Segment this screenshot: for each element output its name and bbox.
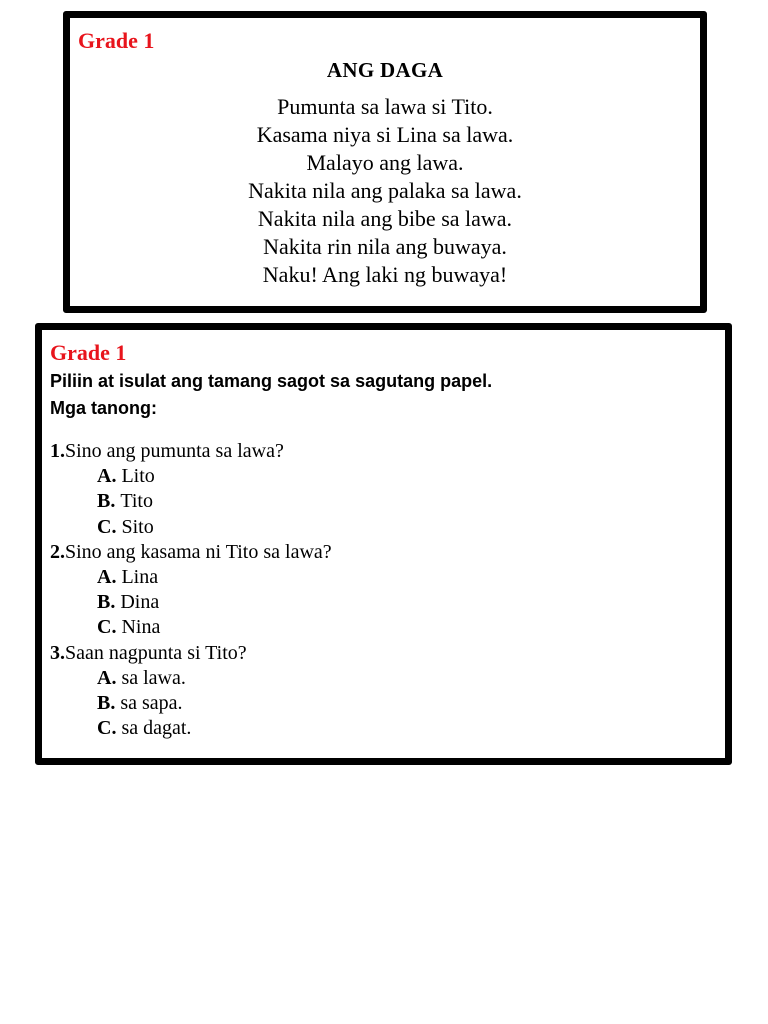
choice-text: sa sapa. [120, 692, 183, 715]
question-number: 1. [50, 440, 65, 462]
choice-letter: A. [97, 666, 117, 689]
choice-letter: A. [97, 566, 117, 589]
question-number: 2. [50, 540, 65, 563]
quiz-card [35, 323, 732, 765]
choice-list [50, 666, 332, 742]
choice-letter: A. [97, 465, 117, 488]
choice-letter: C. [97, 616, 117, 639]
choice-option [97, 489, 332, 514]
choice-option [97, 666, 332, 691]
choice-list [50, 464, 332, 540]
choice-letter: B. [97, 490, 116, 513]
story-text [70, 93, 700, 289]
question-number: 3. [50, 641, 65, 664]
quiz-grade-label: Grade 1 [50, 340, 127, 365]
choice-text: Tito [120, 490, 153, 513]
question-text: Sino ang pumunta sa lawa? [65, 440, 284, 462]
story-grade-label: Grade 1 [78, 28, 155, 53]
choice-text: sa dagat. [121, 717, 192, 740]
choice-letter: B. [97, 692, 116, 715]
choice-option [97, 565, 332, 590]
question-list [50, 439, 332, 741]
choice-option [97, 590, 332, 615]
question-prompt [50, 439, 332, 464]
choice-text: Dina [120, 591, 160, 614]
question-prompt [50, 540, 332, 565]
choice-option [97, 615, 332, 640]
choice-text: Lito [121, 465, 155, 488]
questions-heading: Mga tanong: [50, 398, 157, 418]
choice-text: Sito [121, 515, 154, 538]
choice-option [97, 464, 332, 489]
choice-letter: C. [97, 717, 117, 740]
question-item [50, 540, 332, 641]
story-card [63, 11, 707, 313]
question-item [50, 439, 332, 540]
question-text: Saan nagpunta si Tito? [65, 641, 247, 664]
choice-list [50, 565, 332, 641]
choice-letter: B. [97, 591, 116, 614]
question-item [50, 641, 332, 742]
choice-text: Lina [121, 566, 159, 589]
story-line: Naku! Ang laki ng buwaya! [262, 262, 508, 287]
choice-text: sa lawa. [121, 666, 186, 689]
story-line: Pumunta sa lawa si Tito. [277, 94, 493, 119]
choice-letter: C. [97, 515, 117, 538]
story-line: Nakita rin nila ang buwaya. [263, 234, 507, 259]
choice-text: Nina [121, 616, 161, 639]
story-title: ANG DAGA [326, 58, 444, 82]
story-line: Nakita nila ang palaka sa lawa. [248, 178, 522, 203]
choice-option [97, 691, 332, 716]
story-line: Malayo ang lawa. [306, 150, 464, 175]
quiz-instruction: Piliin at isulat ang tamang sagot sa sagutang papel. [50, 371, 493, 391]
question-prompt [50, 641, 332, 666]
question-text: Sino ang kasama ni Tito sa lawa? [65, 540, 332, 563]
story-line: Kasama niya si Lina sa lawa. [256, 122, 514, 147]
choice-option [97, 515, 332, 540]
story-line: Nakita nila ang bibe sa lawa. [257, 206, 513, 231]
choice-option [97, 716, 332, 741]
